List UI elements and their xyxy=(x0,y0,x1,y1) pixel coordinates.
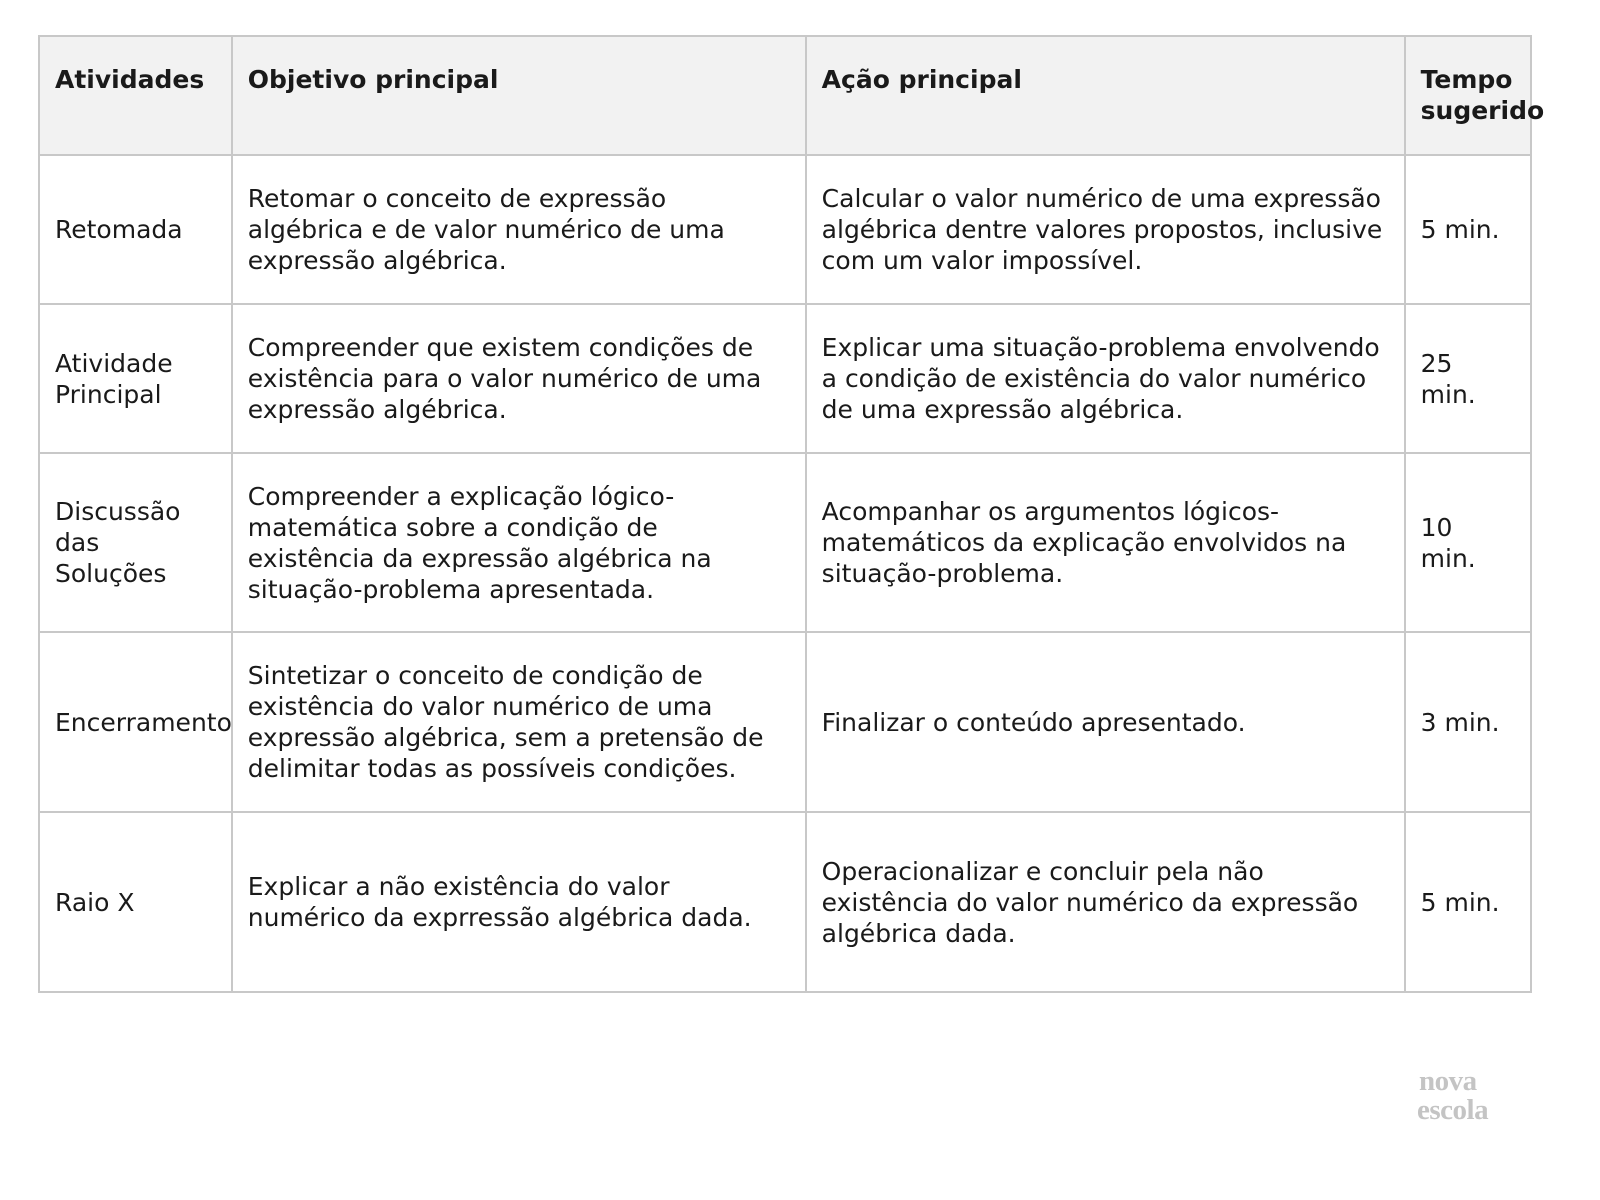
objective-cell: Explicar a não existência do valor numérico da exprressão algébrica dada. xyxy=(232,812,806,992)
table-row xyxy=(39,632,1531,812)
table-row xyxy=(39,453,1531,632)
table-header-row xyxy=(39,36,1531,155)
table-row xyxy=(39,155,1531,304)
table-row xyxy=(39,812,1531,992)
activity-cell: Atividade Principal xyxy=(39,304,232,453)
action-cell: Operacionalizar e concluir pela não existência do valor numérico da expressão algébrica dada. xyxy=(806,812,1405,992)
objective-cell: Retomar o conceito de expressão algébrica e de valor numérico de uma expressão algébrica. xyxy=(232,155,806,304)
nova-escola-logo xyxy=(1417,1066,1533,1124)
objective-cell: Compreender que existem condições de existência para o valor numérico de uma expressão algébrica. xyxy=(232,304,806,453)
activity-cell: Encerramento xyxy=(39,632,232,812)
objective-cell: Compreender a explicação lógico-matemática sobre a condição de existência da expressão algébrica na situação-problema apresentada. xyxy=(232,453,806,632)
header-activities: Atividades xyxy=(39,36,232,155)
activity-cell: Retomada xyxy=(39,155,232,304)
time-cell: 5 min. xyxy=(1405,155,1531,304)
time-cell: 5 min. xyxy=(1405,812,1531,992)
lesson-plan-table xyxy=(38,35,1545,993)
action-cell: Calcular o valor numérico de uma expressão algébrica dentre valores propostos, inclusive com um valor impossível. xyxy=(806,155,1405,304)
activity-cell: Raio X xyxy=(39,812,232,992)
table-row xyxy=(39,304,1531,453)
objective-cell: Sintetizar o conceito de condição de existência do valor numérico de uma expressão algébrica, sem a pretensão de delimitar todas as possíveis condições. xyxy=(232,632,806,812)
time-cell: 25 min. xyxy=(1405,304,1531,453)
time-cell: 3 min. xyxy=(1405,632,1531,812)
header-time: Tempo sugerido xyxy=(1405,36,1531,155)
action-cell: Acompanhar os argumentos lógicos-matemáticos da explicação envolvidos na situação-problema. xyxy=(806,453,1405,632)
logo-line-1: nova xyxy=(1419,1066,1477,1097)
logo-line-2: escola xyxy=(1417,1094,1489,1124)
action-cell: Finalizar o conteúdo apresentado. xyxy=(806,632,1405,812)
time-cell: 10 min. xyxy=(1405,453,1531,632)
header-objective: Objetivo principal xyxy=(232,36,806,155)
action-cell: Explicar uma situação-problema envolvendo a condição de existência do valor numérico de uma expressão algébrica. xyxy=(806,304,1405,453)
header-action: Ação principal xyxy=(806,36,1405,155)
activity-cell: Discussão das Soluções xyxy=(39,453,232,632)
